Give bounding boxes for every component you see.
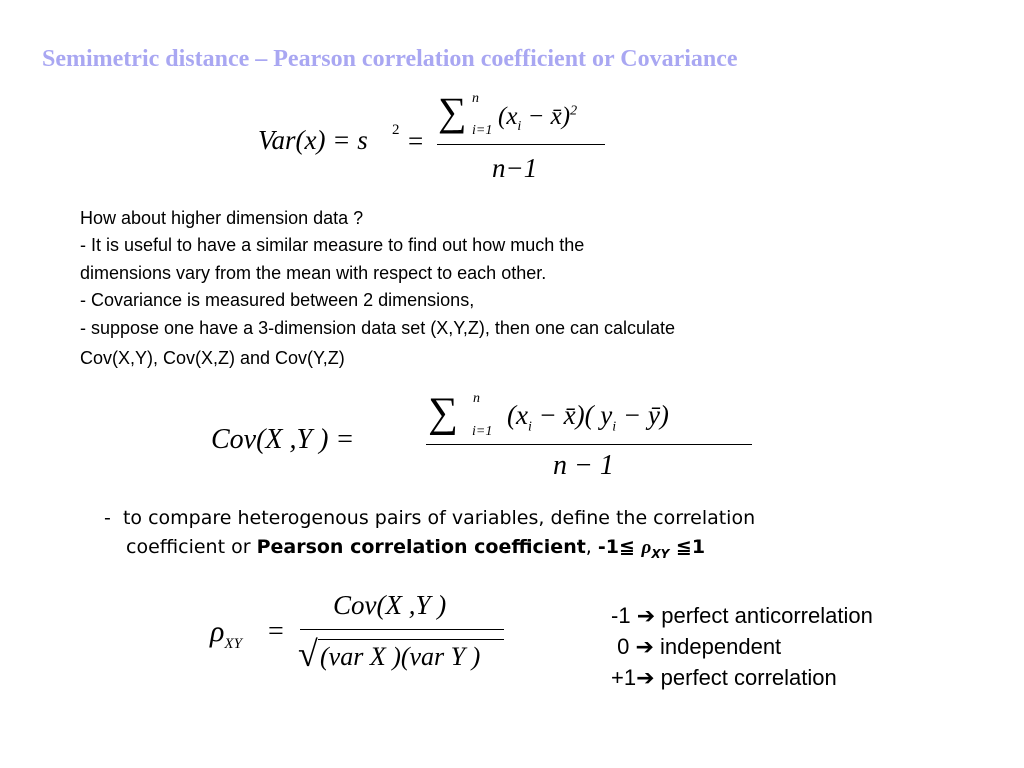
- legend-item: 0 ➔ independent: [611, 634, 782, 659]
- covariance-lhs: Cov(X ,Y ) =: [211, 424, 355, 455]
- variance-denominator: n−1: [492, 153, 538, 183]
- variance-sum-upper: n: [472, 91, 479, 106]
- variance-numerator: ($x_i$ − x̄)$^2$: [498, 103, 578, 134]
- explanation-text: [80, 205, 675, 372]
- text-line: - Covariance is measured between 2 dimensions,: [80, 290, 475, 311]
- variance-sum-lower: i=1: [472, 123, 493, 138]
- variance-lhs-exponent: 2: [392, 122, 400, 138]
- covariance-numerator: ($x_i$ − x̄)( $y_i$ − ȳ): [507, 400, 669, 435]
- text-line: - It is useful to have a similar measure to find out how much the: [80, 235, 585, 256]
- pearson-line-2: coefficient or Pearson correlation coefficient, -1≦ $\rho_{XY}$ ≦1: [126, 536, 706, 561]
- rho-radical-sign: √: [298, 634, 318, 674]
- rho-radical-bar: [318, 639, 504, 640]
- correlation-legend: [611, 600, 873, 693]
- arrow-right-icon: ➔: [636, 603, 656, 628]
- text-line: - suppose one have a 3-dimension data set (X,Y,Z), then one can calculate: [80, 317, 676, 338]
- rho-denominator: (var X )(var Y ): [320, 642, 481, 671]
- arrow-right-icon: ➔: [635, 634, 654, 659]
- covariance-denominator: n − 1: [553, 450, 614, 481]
- pearson-description: [104, 504, 755, 569]
- rho-numerator: Cov(X ,Y ): [333, 590, 447, 620]
- arrow-right-icon: ➔: [636, 665, 655, 690]
- text-line: dimensions vary from the mean with respect to each other.: [80, 262, 547, 283]
- slide-title: Semimetric distance – Pearson correlation coefficient or Covariance: [42, 46, 738, 72]
- covariance-sum-symbol: ∑: [428, 390, 458, 436]
- legend-item: +1➔ perfect correlation: [611, 665, 837, 690]
- covariance-fraction-line: [426, 444, 752, 445]
- variance-fraction-line: [437, 144, 605, 145]
- legend-item: -1 ➔ perfect anticorrelation: [611, 603, 873, 628]
- rho-equals: =: [268, 616, 284, 647]
- variance-lhs: Var(x) = s: [258, 125, 368, 155]
- text-line: Cov(X,Y), Cov(X,Z) and Cov(Y,Z): [80, 348, 345, 369]
- text-line: How about higher dimension data ?: [80, 208, 364, 228]
- rho-fraction-line: [300, 629, 504, 630]
- variance-equals: =: [408, 126, 424, 156]
- rho-lhs: $\rho_{XY}$: [210, 615, 242, 652]
- variance-sum-symbol: ∑: [438, 89, 467, 134]
- covariance-sum-upper: n: [473, 391, 480, 406]
- pearson-line-1: - to compare heterogenous pairs of variables, define the correlation: [104, 507, 756, 529]
- covariance-sum-lower: i=1: [472, 424, 493, 439]
